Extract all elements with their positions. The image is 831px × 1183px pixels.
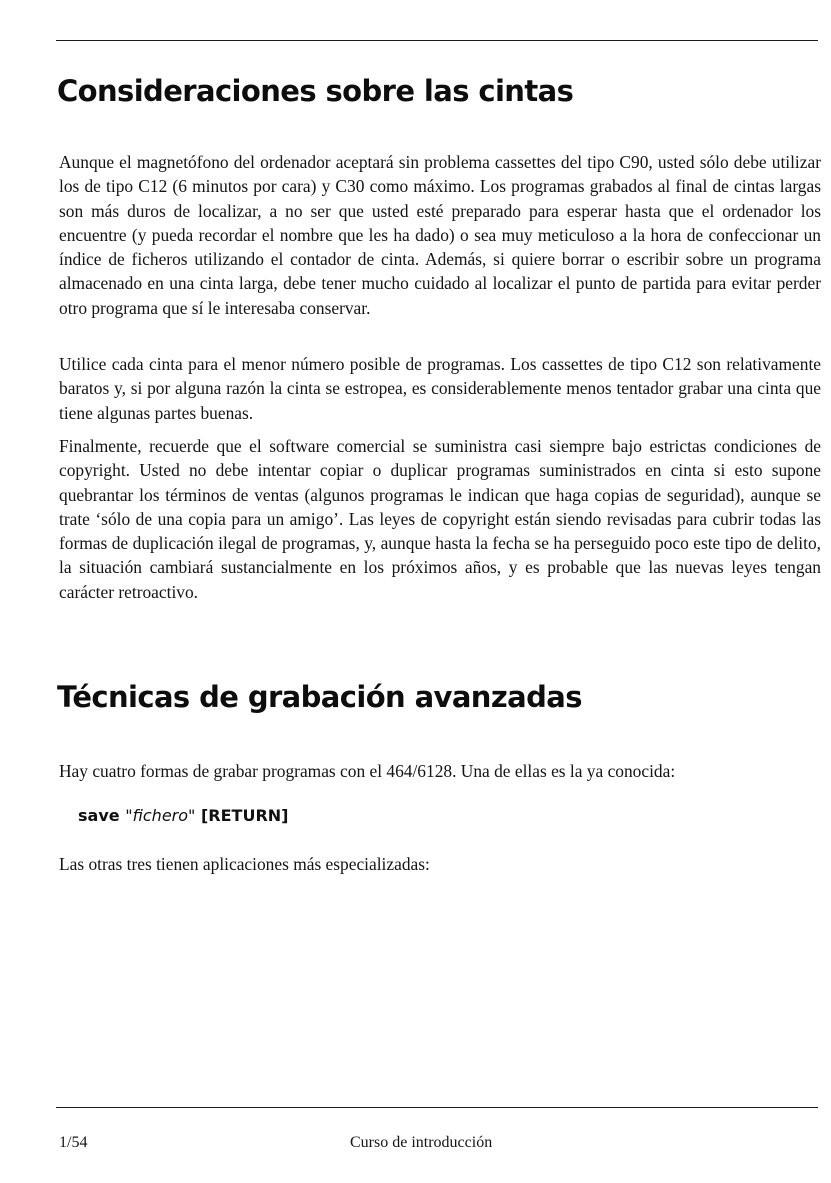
- save-command-example: [78, 806, 288, 825]
- paragraph-cintas-1: Aunque el magnetófono del ordenador aceptará sin problema cassettes del tipo C90, usted sólo debe utilizar los de tipo C12 (6 minutos por cara) y C30 como máximo. Los programas grabados al final de cintas largas son más duros de localizar, a no ser que usted esté preparado para esperar hasta que el ordenador los encuentre (y pueda recordar el nombre que les ha dado) o sea muy meticuloso a la hora de confeccionar un índice de ficheros utilizando el contador de cinta. Además, si quiere borrar o escribir sobre un programa almacenado en una cinta larga, debe tener mucho cuidado al localizar el punto de partida para evitar perder otro programa que sí le interesaba conservar.: [59, 152, 821, 318]
- paragraph-cintas-2: Utilice cada cinta para el menor número posible de programas. Los cassettes de tipo C12 son relativamente baratos y, si por alguna razón la cinta se estropea, es considerablemente menos tentador grabar una cinta que tiene algunas partes buenas.: [59, 354, 821, 423]
- footer-title: Curso de introducción: [350, 1134, 493, 1151]
- section-heading-cintas: Consideraciones sobre las cintas: [57, 74, 574, 108]
- command-keyword: save: [78, 806, 120, 825]
- section-heading-tecnicas: Técnicas de grabación avanzadas: [57, 680, 582, 714]
- bottom-rule: [56, 1107, 818, 1108]
- page-number: 1/54: [59, 1134, 88, 1151]
- command-key: [RETURN]: [200, 806, 289, 825]
- paragraph-cintas-3: Finalmente, recuerde que el software comercial se suministra casi siempre bajo estrictas condiciones de copyright. Usted no debe intentar copiar o duplicar programas suministrados en cinta si esto supone quebrantar los términos de ventas (algunos programas le indican que haga copias de seguridad), aunque se trate ‘sólo de una copia para un amigo’. Las leyes de copyright están siendo revisadas para cubrir todas las formas de duplicación ilegal de programas, y, aunque hasta la fecha se ha perseguido poco este tipo de delito, la situación cambiará sustancialmente en los próximos años, y es probable que las nuevas leyes tengan carácter retroactivo.: [59, 436, 821, 602]
- top-rule: [56, 40, 818, 41]
- paragraph-tecnicas-outro: Las otras tres tienen aplicaciones más especializadas:: [59, 854, 430, 874]
- command-argument: "fichero": [125, 806, 196, 825]
- paragraph-tecnicas-intro: Hay cuatro formas de grabar programas con el 464/6128. Una de ellas es la ya conocida:: [59, 761, 676, 781]
